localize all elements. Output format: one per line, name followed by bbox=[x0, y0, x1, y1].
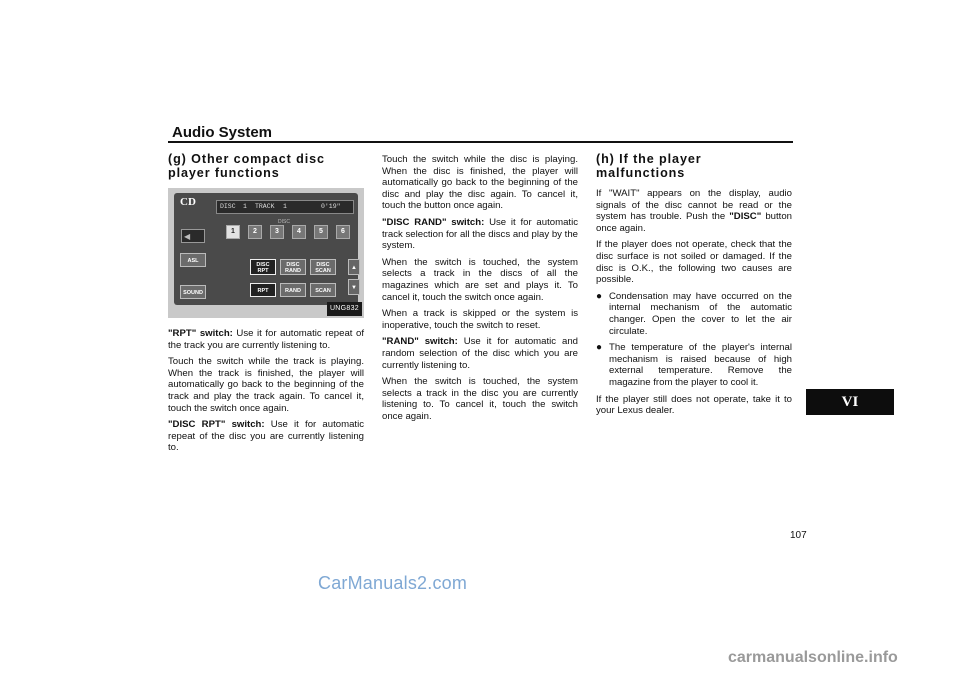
disc-rand-button[interactable]: DISC RAND bbox=[280, 259, 306, 275]
rand-switch-paragraph: "RAND" switch: Use it for automatic and random selection of the disc which you are currently listening to. bbox=[382, 336, 578, 371]
heading-player-malfunctions: (h) If the player malfunctions bbox=[596, 152, 702, 180]
asl-button[interactable]: ASL bbox=[180, 253, 206, 267]
bullet-temperature: ● The temperature of the player's internal mechanism is raised because of high external temperature. Remove the magazine from the player to cool it. bbox=[596, 342, 792, 388]
scan-button[interactable]: SCAN bbox=[310, 283, 336, 297]
disc-rpt-detail-paragraph: Touch the switch while the disc is playing. When the disc is finished, the player will automatically go back to the beginning of the disc and play the disc again. To cancel it, touch the button once again. bbox=[382, 154, 578, 212]
column-left bbox=[168, 152, 364, 459]
sound-button[interactable]: SOUND bbox=[180, 285, 206, 299]
disc-button-6[interactable]: 6 bbox=[336, 225, 350, 239]
disc-rpt-button[interactable]: DISC RPT bbox=[250, 259, 276, 275]
disc-button-4[interactable]: 4 bbox=[292, 225, 306, 239]
column-middle bbox=[382, 154, 578, 427]
disc-rand-switch-paragraph: "DISC RAND" switch: Use it for automatic track selection for all the discs and play by the system. bbox=[382, 216, 578, 252]
cd-display-screen bbox=[174, 193, 358, 305]
rpt-button[interactable]: RPT bbox=[250, 283, 276, 297]
status-disc-num: 1 bbox=[243, 203, 247, 210]
disc-scan-button[interactable]: DISC SCAN bbox=[310, 259, 336, 275]
bullet-condensation: ● Condensation may have occurred on the internal mechanism of the automatic changer. Open the cover to let the air circulate. bbox=[596, 290, 792, 337]
down-arrow-icon[interactable]: ▼ bbox=[348, 279, 360, 295]
status-track-num: 1 bbox=[283, 203, 287, 210]
disc-button-3[interactable]: 3 bbox=[270, 225, 284, 239]
status-disc: DISC bbox=[220, 203, 236, 210]
cd-screen-figure bbox=[168, 188, 364, 318]
status-bar bbox=[216, 200, 354, 214]
disc-button-2[interactable]: 2 bbox=[248, 225, 262, 239]
check-disc-paragraph: If the player does not operate, check that the disc surface is not soiled or damaged. If the disc is O.K., the following two causes are possible. bbox=[596, 239, 792, 286]
watermark-carmanuals2: CarManuals2.com bbox=[318, 573, 468, 593]
disc-label: DISC bbox=[278, 219, 290, 225]
disc-rand-detail-paragraph: When the switch is touched, the system selects a track in the discs of all the magazines which are set and plays it. To cancel it, touch the switch once again. bbox=[382, 256, 578, 303]
dealer-paragraph: If the player still does not operate, take it to your Lexus dealer. bbox=[596, 393, 792, 417]
bullet-dot-icon: ● bbox=[596, 342, 603, 354]
wait-paragraph: If "WAIT" appears on the display, audio signals of the disc cannot be read or the system has trouble. Push the "DISC" button once again. bbox=[596, 188, 792, 234]
status-time: 0'19" bbox=[321, 203, 341, 210]
disc-rpt-switch-paragraph: "DISC RPT" switch: Use it for automatic repeat of the disc you are currently listening to. bbox=[168, 419, 364, 454]
heading-other-cd-functions: (g) Other compact disc player functions bbox=[168, 152, 325, 180]
rpt-detail-paragraph: Touch the switch while the track is playing. When the track is finished, the player will automatically go back to the beginning of the track and play the track again. To cancel it, touch the switch once again. bbox=[168, 356, 364, 414]
watermark-carmanualsonline: carmanualsonline.info bbox=[728, 649, 898, 666]
disc-button-1[interactable]: 1 bbox=[226, 225, 240, 239]
section-title: Audio System bbox=[172, 124, 273, 141]
column-right bbox=[596, 152, 792, 422]
bullet-dot-icon: ● bbox=[596, 290, 603, 302]
status-track: TRACK bbox=[255, 203, 275, 210]
up-arrow-icon[interactable]: ▲ bbox=[348, 259, 360, 275]
figure-id: UNG832 bbox=[327, 302, 362, 316]
rand-detail-paragraph: When the switch is touched, the system selects a track in the disc you are currently listening to. To cancel it, touch the switch once again. bbox=[382, 376, 578, 422]
rpt-switch-paragraph: "RPT" switch: Use it for automatic repeat of the track you are currently listening to. bbox=[168, 328, 365, 351]
chapter-tab: VI bbox=[806, 389, 894, 415]
volume-speaker-icon: ◀ bbox=[181, 229, 205, 243]
screen-title: CD bbox=[180, 196, 196, 208]
page-number: 107 bbox=[790, 530, 807, 541]
header-rule bbox=[168, 141, 793, 143]
rand-button[interactable]: RAND bbox=[280, 283, 306, 297]
reset-paragraph: When a track is skipped or the system is inoperative, touch the switch to reset. bbox=[382, 308, 578, 331]
disc-button-5[interactable]: 5 bbox=[314, 225, 328, 239]
